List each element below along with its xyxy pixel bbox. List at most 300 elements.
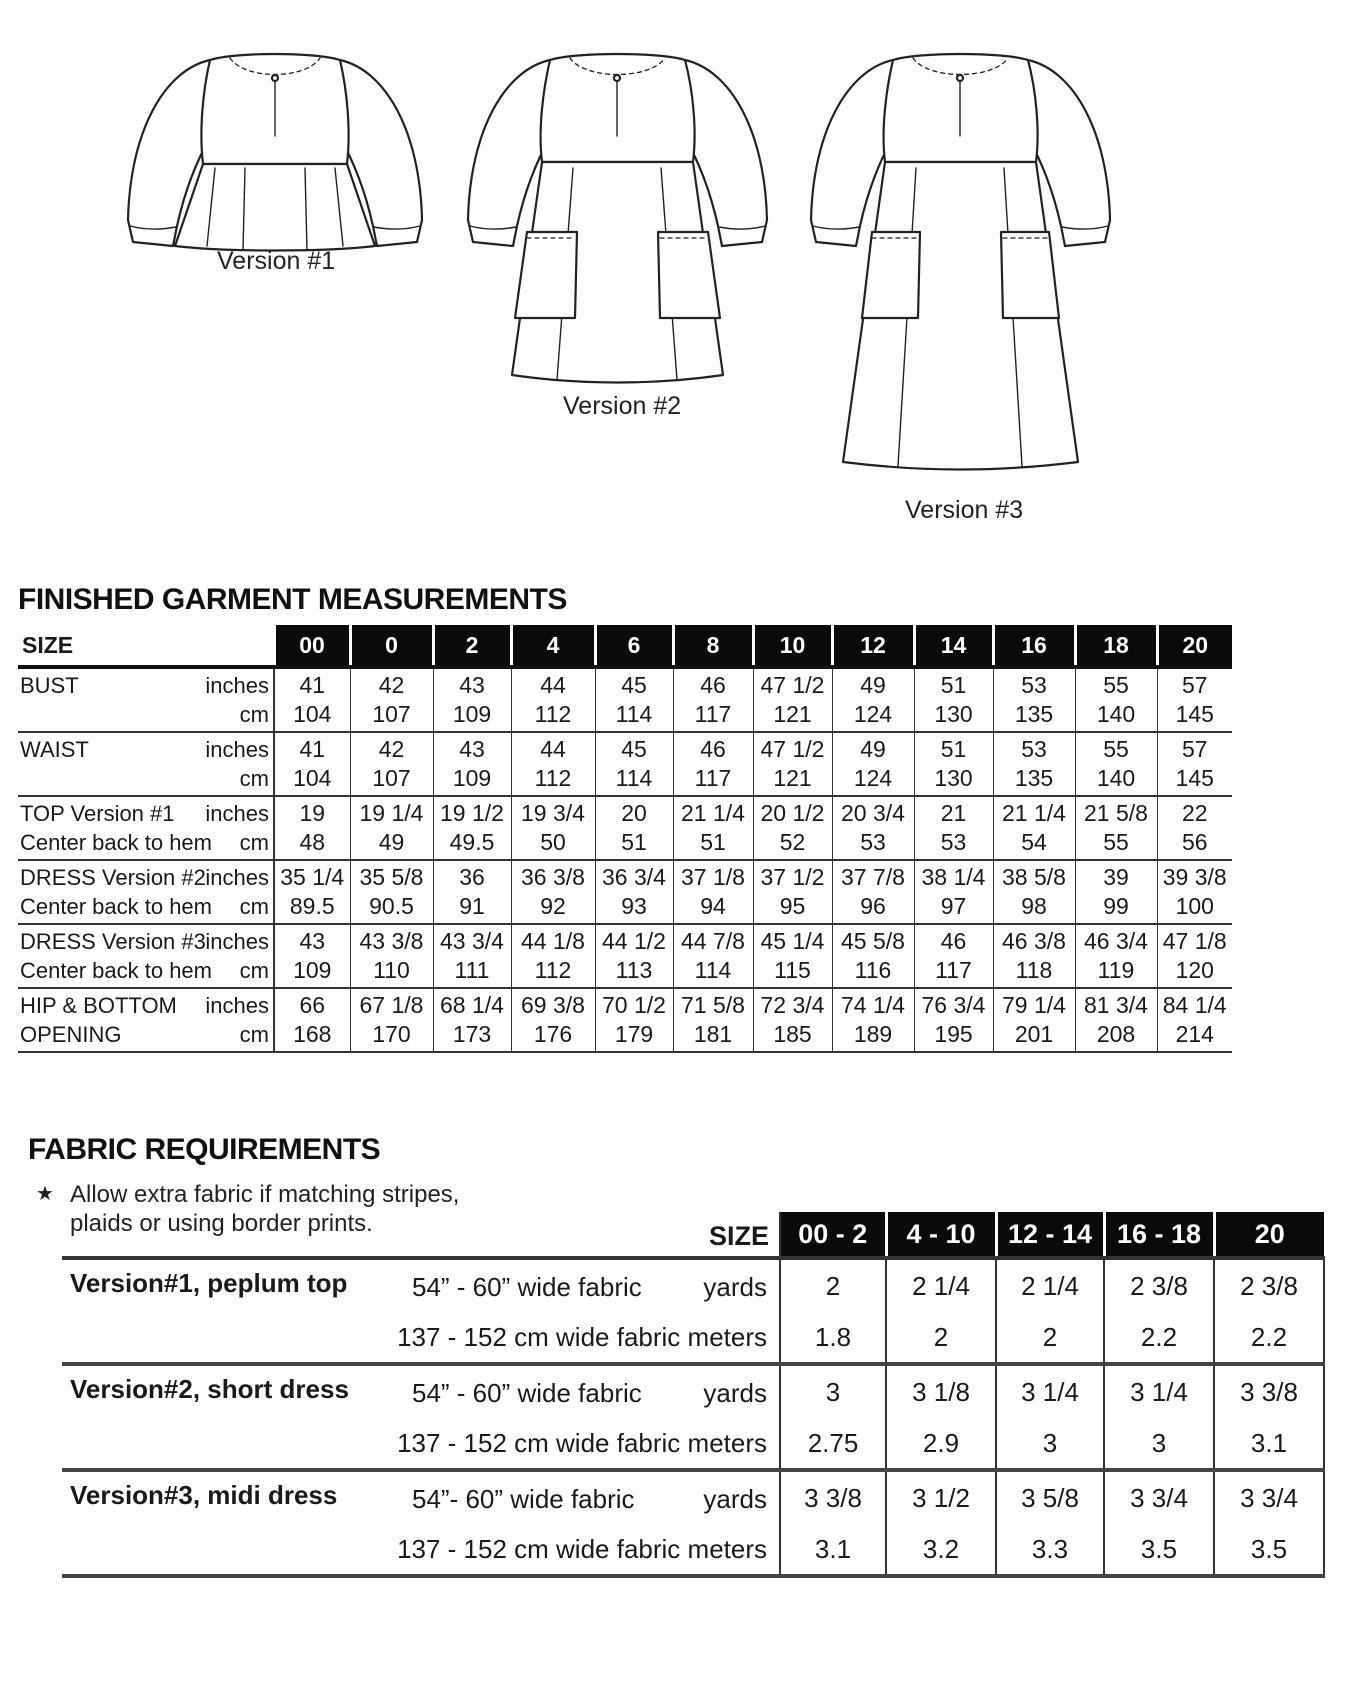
meters-cell: 2.2 [1214, 1312, 1324, 1364]
measurement-cell [1075, 796, 1157, 860]
meters-cell: 2.2 [1104, 1312, 1214, 1364]
measurement-cell [993, 988, 1075, 1052]
measurement-cell [1157, 796, 1232, 860]
size-col: 4 [511, 625, 595, 667]
fabric-size-col: 12 - 14 [996, 1212, 1104, 1258]
value-cm: 208 [1096, 1021, 1136, 1047]
value-inches: 20 3/4 [841, 800, 905, 826]
yards-cell: 3 3/8 [780, 1470, 886, 1524]
value-cm: 114 [694, 957, 732, 983]
measurement-cell [993, 796, 1075, 860]
row-unit: cm [239, 958, 269, 983]
value-cm: 107 [372, 765, 411, 791]
value-inches: 45 5/8 [841, 928, 905, 954]
yards-cell: 2 [780, 1258, 886, 1312]
yards-cell: 2 1/4 [996, 1258, 1104, 1312]
value-inches: 44 1/8 [521, 928, 585, 954]
measurement-cell [274, 667, 350, 732]
fabric-desc [62, 1470, 780, 1524]
unit-yards: yards [703, 1272, 767, 1302]
value-cm: 56 [1181, 829, 1208, 855]
measurement-cell [433, 667, 511, 732]
size-col: 18 [1075, 625, 1157, 667]
row-subname: Center back to hem [20, 958, 212, 983]
yards-cell: 3 3/8 [1214, 1364, 1324, 1418]
value-cm: 109 [452, 701, 492, 727]
value-cm: 112 [534, 765, 572, 791]
measurement-cell [914, 860, 993, 924]
unit-yards: yards [703, 1484, 767, 1514]
value-inches: 45 [621, 736, 647, 762]
value-cm: 195 [934, 1021, 973, 1047]
value-cm: 179 [614, 1021, 654, 1047]
yards-cell: 3 3/4 [1214, 1470, 1324, 1524]
value-inches: 42 [378, 672, 405, 698]
fabric-desc [62, 1364, 780, 1418]
value-cm: 53 [940, 829, 967, 855]
fabric-size-col: 00 - 2 [780, 1212, 886, 1258]
measurement-cell [433, 796, 511, 860]
value-inches: 68 1/4 [440, 992, 504, 1018]
value-inches: 72 3/4 [760, 992, 825, 1018]
value-cm: 89.5 [289, 893, 335, 919]
value-cm: 140 [1096, 765, 1136, 791]
value-cm: 49 [378, 829, 405, 855]
star-icon: ★ [36, 1183, 54, 1205]
meters-cell: 2.9 [886, 1418, 996, 1470]
value-inches: 38 1/4 [921, 864, 986, 890]
value-cm: 96 [860, 893, 886, 919]
row-unit: inches [205, 673, 269, 698]
value-inches: 19 1/4 [359, 800, 424, 826]
measurement-cell [1075, 988, 1157, 1052]
fabric-size-label: SIZE [62, 1212, 780, 1258]
value-cm: 168 [293, 1021, 332, 1047]
measurement-cell [753, 988, 832, 1052]
value-cm: 113 [615, 957, 653, 983]
value-cm: 201 [1014, 1021, 1054, 1047]
size-col: 10 [753, 625, 832, 667]
value-inches: 66 [299, 992, 326, 1018]
value-inches: 37 1/8 [681, 864, 745, 890]
value-inches: 20 [621, 800, 647, 826]
yards-cell: 3 1/8 [886, 1364, 996, 1418]
row-unit: cm [239, 894, 269, 919]
meters-cell: 3.5 [1104, 1524, 1214, 1576]
measurement-cell [753, 924, 832, 988]
measurement-row [18, 796, 1232, 860]
measurement-cell [993, 667, 1075, 732]
fabric-size-header-row [62, 1212, 1324, 1258]
measurement-cell [832, 796, 914, 860]
measurement-cell [595, 667, 673, 732]
measurement-cell [511, 988, 595, 1052]
measurement-cell [1157, 924, 1232, 988]
row-name: DRESS Version #2 [20, 865, 206, 890]
measurement-cell [673, 796, 753, 860]
size-col: 12 [832, 625, 914, 667]
version-name: Version#3, midi dress [70, 1480, 338, 1510]
value-cm: 189 [853, 1021, 893, 1047]
size-col: 20 [1157, 625, 1232, 667]
meters-cell: 2.75 [780, 1418, 886, 1470]
measurement-cell [1075, 924, 1157, 988]
row-name: WAIST [20, 737, 89, 762]
value-cm: 99 [1103, 893, 1129, 919]
version-1-label: Version #1 [217, 247, 336, 275]
value-cm: 135 [1014, 765, 1054, 791]
value-cm: 97 [940, 893, 967, 919]
value-inches: 49 [860, 672, 886, 698]
yards-cell: 3 1/4 [996, 1364, 1104, 1418]
measurement-cell [673, 732, 753, 796]
value-inches: 57 [1181, 672, 1208, 698]
value-inches: 43 [459, 736, 485, 762]
size-col: 0 [350, 625, 433, 667]
row-name: TOP Version #1 [20, 801, 175, 826]
row-name: HIP & BOTTOM [20, 993, 177, 1018]
value-cm: 116 [854, 957, 892, 983]
value-inches: 51 [940, 672, 967, 698]
size-col: 00 [274, 625, 350, 667]
value-cm: 115 [774, 957, 811, 983]
value-inches: 21 1/4 [681, 800, 745, 826]
size-col: 8 [673, 625, 753, 667]
value-cm: 93 [621, 893, 647, 919]
measurement-cell [1157, 732, 1232, 796]
value-cm: 110 [373, 957, 410, 983]
value-inches: 84 1/4 [1162, 992, 1227, 1018]
value-cm: 119 [1097, 957, 1135, 983]
fabric-width-in: 54” - 60” wide fabric [412, 1378, 642, 1408]
version-3-illustration [808, 50, 1113, 480]
meters-cell: 3.5 [1214, 1524, 1324, 1576]
value-inches: 35 1/4 [280, 864, 345, 890]
value-inches: 43 3/8 [359, 928, 424, 954]
measurement-cell [753, 796, 832, 860]
value-inches: 22 [1181, 800, 1208, 826]
value-cm: 173 [452, 1021, 492, 1047]
value-inches: 21 1/4 [1002, 800, 1066, 826]
fabric-row-meters [62, 1524, 1324, 1576]
value-cm: 170 [372, 1021, 411, 1047]
value-inches: 39 [1103, 864, 1129, 890]
measurement-cell [1157, 988, 1232, 1052]
value-cm: 145 [1175, 765, 1214, 791]
value-cm: 53 [860, 829, 886, 855]
value-inches: 19 [299, 800, 326, 826]
value-inches: 19 3/4 [521, 800, 585, 826]
value-cm: 121 [773, 701, 812, 727]
value-inches: 19 1/2 [440, 800, 504, 826]
value-cm: 51 [621, 829, 647, 855]
note-line-2: plaids or using border prints. [70, 1210, 373, 1237]
measurement-cell [993, 732, 1075, 796]
measurement-cell [832, 988, 914, 1052]
value-cm: 109 [293, 957, 332, 983]
value-cm: 124 [853, 701, 893, 727]
row-label [18, 860, 274, 924]
measurement-cell [595, 796, 673, 860]
meters-cell: 3 [1104, 1418, 1214, 1470]
value-cm: 117 [694, 701, 732, 727]
value-inches: 47 1/2 [760, 736, 825, 762]
measurement-cell [595, 732, 673, 796]
value-cm: 112 [534, 957, 572, 983]
measurement-cell [433, 924, 511, 988]
value-inches: 53 [1021, 672, 1047, 698]
measurement-cell [1075, 860, 1157, 924]
meters-cell: 3.2 [886, 1524, 996, 1576]
fabric-width-in: 54” - 60” wide fabric [412, 1272, 642, 1302]
yards-cell: 3 1/4 [1104, 1364, 1214, 1418]
size-col: 16 [993, 625, 1075, 667]
fabric-row-meters [62, 1418, 1324, 1470]
measurement-cell [511, 860, 595, 924]
value-cm: 176 [533, 1021, 573, 1047]
fabric-size-col: 4 - 10 [886, 1212, 996, 1258]
fabric-width-cm: 137 - 152 cm wide fabric meters [397, 1322, 767, 1352]
value-inches: 41 [299, 736, 326, 762]
measurement-cell [511, 796, 595, 860]
size-header-row [18, 625, 1232, 667]
fabric-width-cm: 137 - 152 cm wide fabric meters [397, 1428, 767, 1458]
measurement-cell [914, 667, 993, 732]
value-inches: 21 5/8 [1084, 800, 1148, 826]
fabric-title: FABRIC REQUIREMENTS [28, 1133, 381, 1166]
measurement-cell [1157, 667, 1232, 732]
value-cm: 130 [934, 765, 973, 791]
measurement-cell [274, 988, 350, 1052]
row-name: DRESS Version #3 [20, 929, 206, 954]
value-inches: 36 3/8 [521, 864, 585, 890]
measurement-cell [595, 860, 673, 924]
measurement-cell [595, 924, 673, 988]
meters-cell: 3.3 [996, 1524, 1104, 1576]
value-inches: 49 [860, 736, 886, 762]
value-inches: 20 1/2 [760, 800, 825, 826]
value-cm: 52 [779, 829, 806, 855]
size-col: 14 [914, 625, 993, 667]
measurement-cell [673, 924, 753, 988]
value-cm: 185 [773, 1021, 812, 1047]
row-label [18, 988, 274, 1052]
value-cm: 117 [694, 765, 732, 791]
measurement-cell [350, 732, 433, 796]
measurement-cell [993, 924, 1075, 988]
value-inches: 44 1/2 [602, 928, 666, 954]
value-cm: 111 [454, 957, 490, 983]
value-inches: 47 1/8 [1162, 928, 1227, 954]
value-cm: 94 [700, 893, 726, 919]
measurement-cell [832, 732, 914, 796]
measurement-cell [673, 860, 753, 924]
value-cm: 49.5 [449, 829, 495, 855]
value-cm: 181 [693, 1021, 733, 1047]
value-inches: 46 [700, 672, 726, 698]
value-inches: 55 [1103, 736, 1129, 762]
measurement-row [18, 988, 1232, 1052]
row-name: BUST [20, 673, 79, 698]
fabric-row-yards [62, 1364, 1324, 1418]
value-cm: 98 [1021, 893, 1047, 919]
measurement-cell [753, 667, 832, 732]
row-unit: cm [239, 1022, 269, 1047]
measurement-cell [511, 667, 595, 732]
value-inches: 44 [540, 672, 566, 698]
value-inches: 39 3/8 [1162, 864, 1227, 890]
value-inches: 35 5/8 [359, 864, 424, 890]
meters-cell: 2 [996, 1312, 1104, 1364]
value-inches: 43 3/4 [440, 928, 504, 954]
measurement-cell [914, 924, 993, 988]
measurement-cell [914, 988, 993, 1052]
yards-cell: 2 3/8 [1214, 1258, 1324, 1312]
meters-cell: 3.1 [1214, 1418, 1324, 1470]
value-inches: 70 1/2 [602, 992, 666, 1018]
value-inches: 42 [378, 736, 405, 762]
value-cm: 114 [615, 765, 653, 791]
version-2-illustration [465, 50, 770, 395]
row-unit: inches [205, 865, 269, 890]
value-cm: 50 [540, 829, 566, 855]
value-inches: 41 [299, 672, 326, 698]
row-unit: cm [239, 766, 269, 791]
yards-cell: 2 3/8 [1104, 1258, 1214, 1312]
row-label [18, 667, 274, 732]
meters-cell: 1.8 [780, 1312, 886, 1364]
measurement-cell [350, 667, 433, 732]
meters-cell: 3.1 [780, 1524, 886, 1576]
value-inches: 43 [299, 928, 326, 954]
measurement-cell [350, 796, 433, 860]
value-cm: 95 [779, 893, 806, 919]
yards-cell: 3 5/8 [996, 1470, 1104, 1524]
value-inches: 45 [621, 672, 647, 698]
measurement-row [18, 860, 1232, 924]
value-inches: 51 [940, 736, 967, 762]
row-subname: OPENING [20, 1022, 122, 1047]
fabric-size-col: 16 - 18 [1104, 1212, 1214, 1258]
value-inches: 36 3/4 [602, 864, 666, 890]
value-cm: 114 [615, 701, 653, 727]
fabric-row-yards [62, 1258, 1324, 1312]
unit-yards: yards [703, 1378, 767, 1408]
value-cm: 121 [773, 765, 812, 791]
version-3-label: Version #3 [905, 496, 1024, 524]
value-cm: 120 [1175, 957, 1214, 983]
measurement-cell [511, 924, 595, 988]
size-label: SIZE [18, 625, 274, 667]
measurements-table [18, 625, 1232, 1053]
value-inches: 57 [1181, 736, 1208, 762]
row-label [18, 732, 274, 796]
value-inches: 53 [1021, 736, 1047, 762]
measurement-cell [274, 732, 350, 796]
measurement-cell [914, 732, 993, 796]
value-inches: 36 [459, 864, 485, 890]
row-unit: cm [239, 830, 269, 855]
value-inches: 46 [700, 736, 726, 762]
size-col: 2 [433, 625, 511, 667]
measurement-row [18, 732, 1232, 796]
value-cm: 100 [1175, 893, 1214, 919]
value-inches: 74 1/4 [841, 992, 905, 1018]
measurement-cell [753, 860, 832, 924]
value-inches: 76 3/4 [921, 992, 986, 1018]
measurement-cell [993, 860, 1075, 924]
value-inches: 67 1/8 [359, 992, 424, 1018]
value-cm: 90.5 [369, 893, 414, 919]
version-1-illustration [125, 50, 425, 260]
row-unit: inches [205, 737, 269, 762]
fabric-desc [62, 1418, 780, 1470]
value-cm: 91 [459, 893, 485, 919]
fabric-desc [62, 1524, 780, 1576]
value-cm: 104 [293, 765, 332, 791]
value-inches: 43 [459, 672, 485, 698]
row-label [18, 924, 274, 988]
value-cm: 104 [293, 701, 332, 727]
measurement-cell [511, 732, 595, 796]
meters-cell: 2 [886, 1312, 996, 1364]
measurement-cell [753, 732, 832, 796]
value-cm: 48 [299, 829, 326, 855]
measurements-title: FINISHED GARMENT MEASUREMENTS [18, 583, 567, 616]
version-2-label: Version #2 [563, 392, 682, 420]
value-cm: 214 [1175, 1021, 1214, 1047]
measurement-cell [350, 988, 433, 1052]
measurement-cell [673, 667, 753, 732]
value-inches: 37 7/8 [841, 864, 905, 890]
version-name: Version#1, peplum top [70, 1268, 348, 1298]
value-cm: 135 [1014, 701, 1054, 727]
yards-cell: 3 [780, 1364, 886, 1418]
measurement-row [18, 667, 1232, 732]
value-inches: 81 3/4 [1084, 992, 1148, 1018]
row-subname: Center back to hem [20, 894, 212, 919]
value-cm: 124 [853, 765, 893, 791]
measurement-cell [595, 988, 673, 1052]
measurement-cell [832, 860, 914, 924]
measurement-cell [673, 988, 753, 1052]
value-cm: 54 [1021, 829, 1047, 855]
fabric-desc [62, 1312, 780, 1364]
measurement-cell [274, 860, 350, 924]
measurement-cell [832, 924, 914, 988]
fabric-table [62, 1212, 1325, 1578]
value-inches: 55 [1103, 672, 1129, 698]
measurement-cell [433, 860, 511, 924]
measurement-cell [433, 732, 511, 796]
value-inches: 44 [540, 736, 566, 762]
value-inches: 71 5/8 [681, 992, 745, 1018]
value-cm: 107 [372, 701, 411, 727]
fabric-width-in: 54”- 60” wide fabric [412, 1484, 635, 1514]
value-cm: 118 [1015, 957, 1053, 983]
measurement-cell [274, 796, 350, 860]
yards-cell: 3 3/4 [1104, 1470, 1214, 1524]
value-inches: 47 1/2 [760, 672, 825, 698]
value-cm: 117 [935, 957, 972, 983]
version-name: Version#2, short dress [70, 1374, 349, 1404]
value-cm: 51 [700, 829, 726, 855]
measurement-row [18, 924, 1232, 988]
value-cm: 112 [534, 701, 572, 727]
value-inches: 38 5/8 [1002, 864, 1066, 890]
row-subname: Center back to hem [20, 830, 212, 855]
value-inches: 46 3/4 [1084, 928, 1148, 954]
